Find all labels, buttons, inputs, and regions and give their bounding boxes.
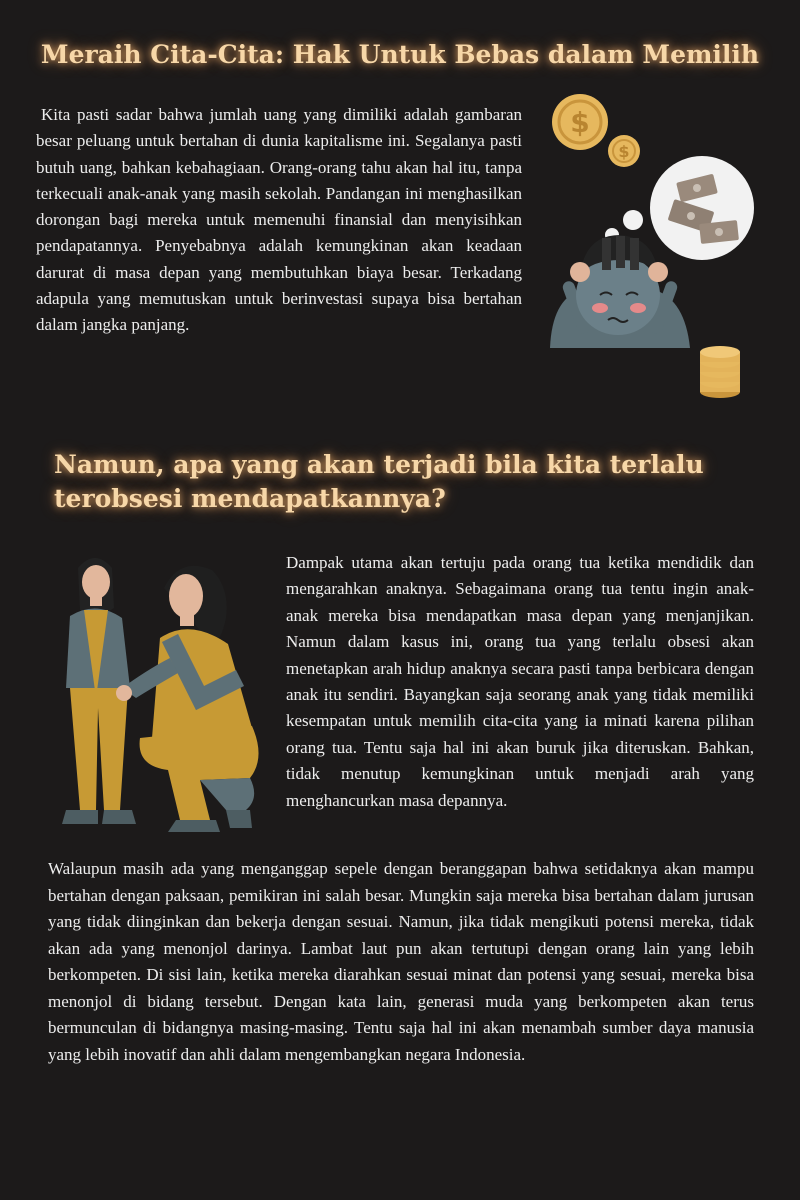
svg-text:$: $ bbox=[618, 142, 630, 161]
intro-paragraph: Kita pasti sadar bahwa jumlah uang yang dimiliki adalah gambaran besar peluang untuk bertahan di dunia kapitalisme ini. Segalanya pasti butuh uang, bahkan kebahagiaan. Orang-orang tahu akan hal itu, tanpa terkecuali anak-anak yang masih sekolah. Pandangan ini menghasilkan dorongan bagi mereka untuk memenuhi finansial dan menyisihkan pendapatannya. Penyebabnya adalah kemungkinan akan keadaan darurat di masa depan yang membutuhkan biaya besar. Terkadang adapula yang memutuskan untuk berinvestasi supaya bisa bertahan dalam jangka panjang. bbox=[36, 105, 522, 335]
conclusion-paragraph: Walaupun masih ada yang menganggap sepele dengan beranggapan bahwa setidaknya akan mampu bertahan dengan paksaan, pemikiran ini salah besar. Mungkin saja mereka bisa bertahan dalam jurusan yang tidak diinginkan dan bekerja dengan sesuai. Namun, jika tidak mengikuti potensi mereka, tidak akan ada yang menonjol darinya. Lambat laut pun akan tertutupi dengan orang lain yang lebih berkompeten. Di sisi lain, ketika mereka diarahkan sesuai minat dan potensi yang sesuai, mereka bisa menonjol di bidang tersebut. Dengan kata lain, generasi muda yang berkompeten akan terus bermunculan di bidangnya masing-masing. Tentu saja hal ini akan menambah sumber daya manusia yang lebih inovatif dan ahli dalam mengembangkan negara Indonesia. bbox=[48, 859, 754, 1064]
mother-and-child-icon bbox=[40, 548, 276, 840]
stressed-person-icon bbox=[550, 235, 690, 348]
coin-stack-icon bbox=[700, 346, 740, 398]
section-heading: Namun, apa yang akan terjadi bila kita terlalu terobsesi mendapatkannya? bbox=[54, 450, 704, 513]
coin-small-icon bbox=[608, 135, 640, 167]
svg-text:$: $ bbox=[570, 106, 590, 139]
stressed-person-money-icon bbox=[540, 90, 760, 410]
page-title: Meraih Cita-Cita: Hak Untuk Bebas dalam Memilih bbox=[40, 40, 760, 69]
coin-icon bbox=[552, 94, 608, 150]
mother-figure-icon bbox=[116, 566, 259, 832]
impact-paragraph: Dampak utama akan tertuju pada orang tua ketika mendidik dan mengarahkan anaknya. Sebagaimana orang tua tentu ingin anak-anak mereka bisa mendapatkan masa depan yang menjanjikan. Namun dalam kasus ini, orang tua yang terlalu obsesi akan menetapkan arah hidup anaknya secara pasti tanpa berbicara dengan anak itu sendiri. Bayangkan saja seorang anak yang tidak memiliki kesempatan untuk memilih cita-cita yang ia minati karena pilihan orang tua. Tentu saja hal ini akan buruk jika diteruskan. Bahkan, tidak menutup kemungkinan untuk menjadi arah yang menghancurkan masa depannya. bbox=[286, 553, 754, 810]
